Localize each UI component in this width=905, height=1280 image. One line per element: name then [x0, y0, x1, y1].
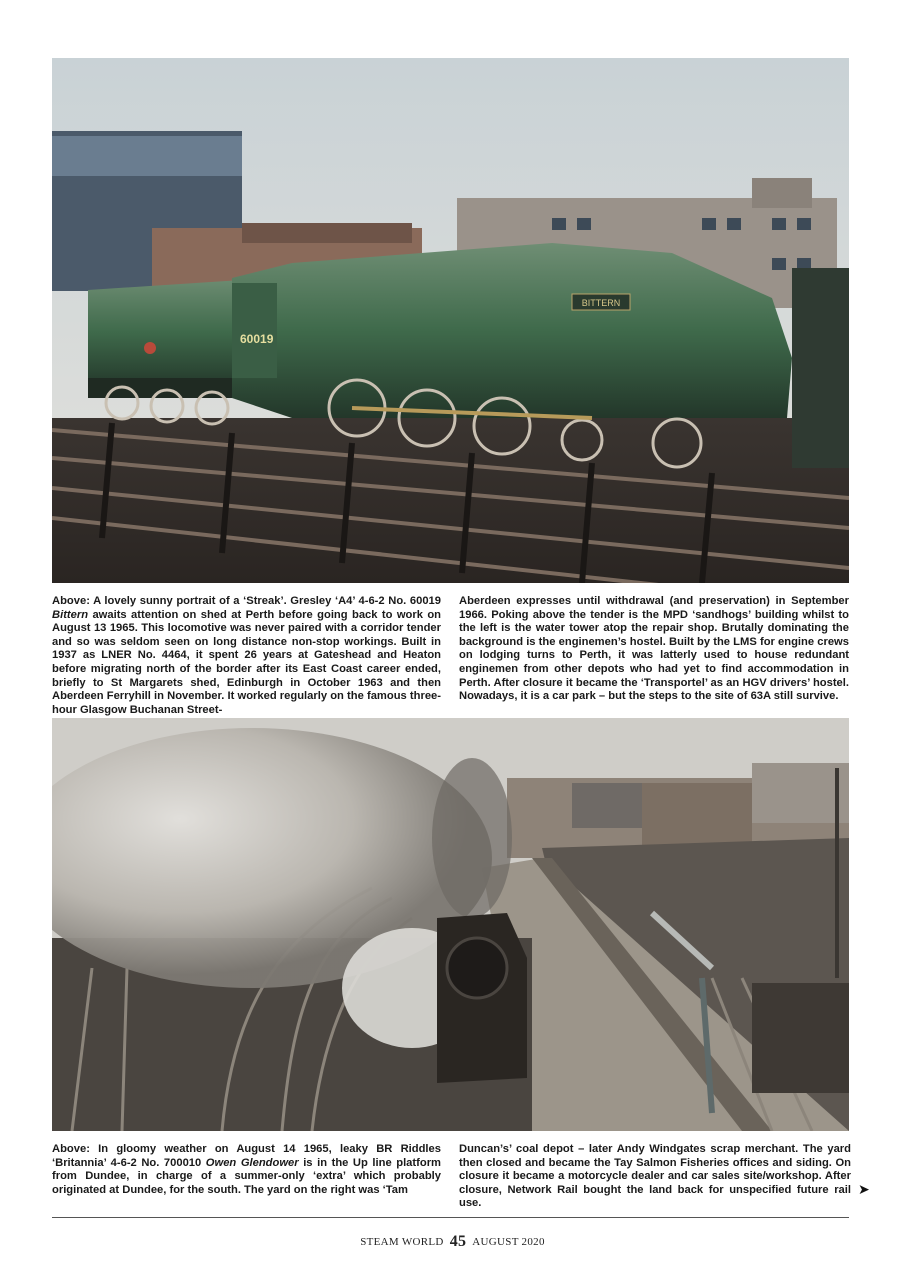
page-number: 45 — [449, 1233, 467, 1250]
locomotive-a4-photo — [52, 58, 849, 583]
loco-nameplate: BITTERN — [581, 298, 621, 308]
loco-number: 60019 — [240, 332, 274, 346]
footer-divider — [52, 1217, 849, 1218]
continue-arrow-icon: ➤ — [858, 1181, 870, 1197]
issue-date: AUGUST 2020 — [472, 1236, 545, 1248]
photo2-caption-right: Duncan’s’ coal depot – later Andy Windgates scrap merchant. The yard then closed and became the Tay Salmon Fisheries offices and siding. On closure it became a motorcycle dealer and car sales site/workshop. After closure, Network Rail bought the land back for unspecified future rail use. — [459, 1143, 851, 1210]
page-footer — [0, 1232, 905, 1250]
locomotive-britannia-photo — [52, 718, 849, 1131]
photo2-caption-left: Above: In gloomy weather on August 14 1965, leaky BR Riddles ‘Britannia’ 4-6-2 No. 700010 Owen Glendower is in the Up line platform from Dundee, in charge of a summer-only ‘extra’ which probably originated at Dundee, for the south. The yard on the right was ‘Tam — [52, 1143, 441, 1196]
photo1-caption-right: Aberdeen expresses until withdrawal (and preservation) in September 1966. Poking above the tender is the MPD ‘sandhogs’ building whilst to the left is the water tower atop the repair shop. Brutally dominating the background is the enginemen’s hostel. Built by the LMS for engine crews on lodging turns to Perth, it was latterly used to house redundant enginemen from other depots who had yet to find accommodation in Perth. After closure it became the ‘Transportel’ as an HGV drivers’ hostel. Nowadays, it is a car park – but the steps to the site of 63A still survive. — [459, 595, 849, 703]
magazine-title: STEAM WORLD — [360, 1236, 444, 1248]
photo1-caption-left: Above: A lovely sunny portrait of a ‘Streak’. Gresley ‘A4’ 4-6-2 No. 60019 Bittern awaits attention on shed at Perth before going back to work on August 13 1965. This locomotive was never paired with a corridor tender and so was seldom seen on long distance non-stop workings. Built in 1937 as LNER No. 4464, it spent 26 years at Gateshead and Heaton before migrating north of the border after its East Coast career ended, briefly to St Margarets shed, Edinburgh in October 1963 and then Aberdeen Ferryhill in November. It worked regularly on the famous three-hour Glasgow Buchanan Street- — [52, 595, 441, 716]
